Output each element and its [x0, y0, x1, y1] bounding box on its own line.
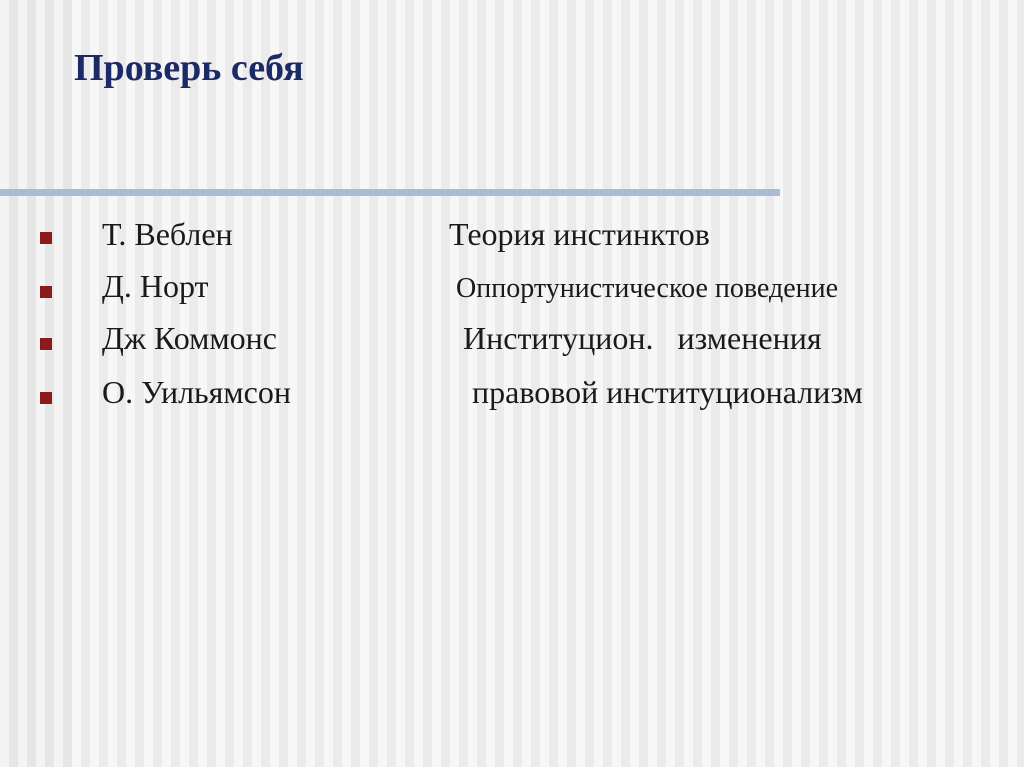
bullet-square-icon — [40, 232, 52, 244]
bullet-square-icon — [40, 392, 52, 404]
title-divider — [0, 189, 780, 196]
person-name: Дж Коммонс — [102, 320, 277, 356]
person-name: Д. Норт — [102, 268, 209, 304]
person-name: Т. Веблен — [102, 216, 233, 252]
list-item — [0, 318, 1024, 362]
concept-description: Институцион. изменения — [463, 320, 822, 356]
concept-description: Оппортунистическое поведение — [456, 273, 839, 304]
bullet-square-icon — [40, 286, 52, 298]
concept-description: Теория инстинктов — [449, 216, 710, 252]
slide-title: Проверь себя — [74, 47, 304, 89]
list-item — [0, 372, 1024, 416]
list-item — [0, 266, 1024, 310]
bullet-square-icon — [40, 338, 52, 350]
concept-description: правовой институционализм — [472, 374, 863, 410]
person-name: О. Уильямсон — [102, 374, 291, 410]
list-item — [0, 212, 1024, 256]
